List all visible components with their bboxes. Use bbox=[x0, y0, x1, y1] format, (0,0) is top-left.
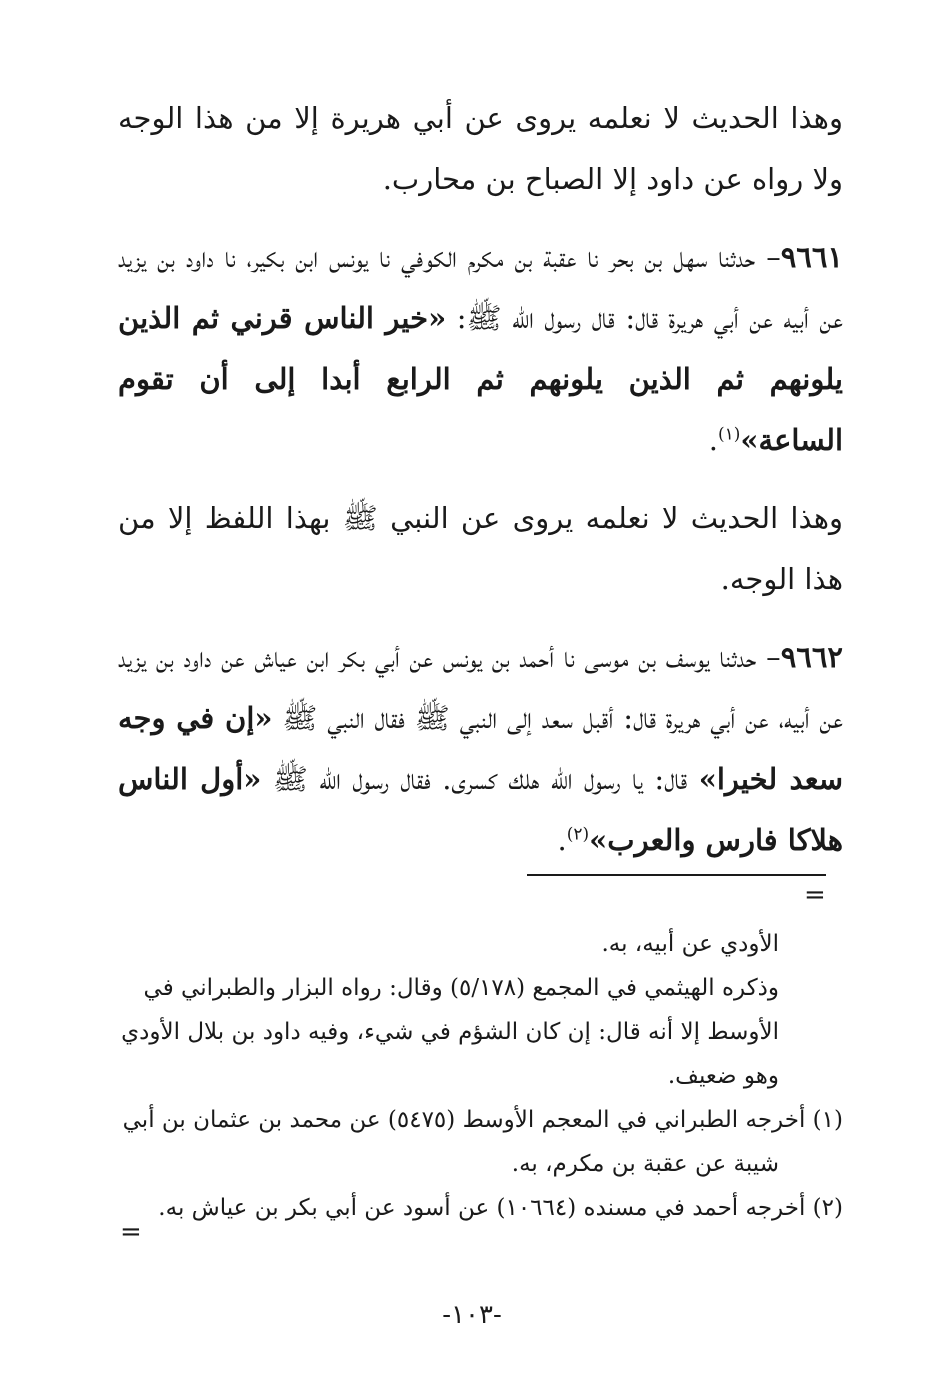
hadith-quote-2: «أول الناس هلاكا فارس والعرب» bbox=[118, 762, 843, 857]
footnote-1: (١) أخرجه الطبراني في المعجم الأوسط (٥٤٧٥) عن محمد بن عثمان بن أبي شيبة عن عقبة بن مكرم، به. bbox=[122, 1107, 843, 1177]
hadith-end: . bbox=[708, 423, 718, 457]
continued-mark: = bbox=[804, 880, 826, 910]
continues-mark: = bbox=[120, 1217, 142, 1247]
page-number: -١٠٣- bbox=[442, 1300, 502, 1330]
hadith-middle: قال: يا رسول الله هلك كسرى. فقال رسول الله ﷺ bbox=[261, 762, 699, 796]
paragraph-1: وهذا الحديث لا نعلمه يروى عن أبي هريرة إلا من هذا الوجه ولا رواه عن داود إلا الصباح بن محارب. bbox=[118, 101, 843, 196]
hadith-chain: حدثنا يوسف بن موسى نا أحمد بن يونس عن أبي بكر ابن عياش عن داود بن يزيد عن أبيه، عن أبي هريرة قال: أقبل سعد إلى النبي ﷺ فقال النبي ﷺ bbox=[118, 640, 843, 735]
footnote-ref-2: (٢) bbox=[566, 824, 590, 845]
main-text bbox=[118, 88, 843, 888]
footnote-ref-1: (١) bbox=[718, 424, 741, 445]
footnote-2: (٢) أخرجه أحمد في مسنده (١٠٦٦٤) عن أسود عن أبي بكر بن عياش به. bbox=[158, 1195, 843, 1221]
paragraph-3: وهذا الحديث لا نعلمه يروى عن النبي ﷺ بهذا اللفظ إلا من هذا الوجه. bbox=[118, 501, 843, 596]
hadith-separator: – bbox=[756, 640, 781, 674]
footnotes bbox=[118, 922, 843, 1230]
hadith-9661 bbox=[118, 227, 843, 471]
hadith-quote-1: «إن في وجه سعد لخيرا» bbox=[118, 701, 843, 796]
hadith-separator: – bbox=[755, 240, 781, 274]
hadith-end: . bbox=[557, 823, 567, 857]
hadith-9662 bbox=[118, 627, 843, 871]
hadith-chain: حدثنا سهل بن بحر نا عقبة بن مكرم الكوفي نا يونس ابن بكير، نا داود بن يزيد عن أبيه عن أبي هريرة قال: قال رسول الله ﷺ: bbox=[118, 240, 843, 335]
hadith-number: ٩٦٦١ bbox=[780, 240, 844, 274]
hadith-quote: «خير الناس قرني ثم الذين يلونهم ثم الذين يلونهم ثم الرابع أبدا إلى أن تقوم الساعة» bbox=[118, 301, 843, 457]
hadith-number: ٩٦٦٢ bbox=[780, 640, 843, 674]
footnote-continued-2: وذكره الهيثمي في المجمع (٥/١٧٨) وقال: رواه البزار والطبراني في الأوسط إلا أنه قال: إن كان الشؤم في شيء، وفيه داود بن بلال الأودي وهو ضعيف. bbox=[121, 975, 779, 1089]
footnote-divider bbox=[527, 874, 826, 876]
footnote-continued-1: الأودي عن أبيه، به. bbox=[601, 931, 779, 957]
